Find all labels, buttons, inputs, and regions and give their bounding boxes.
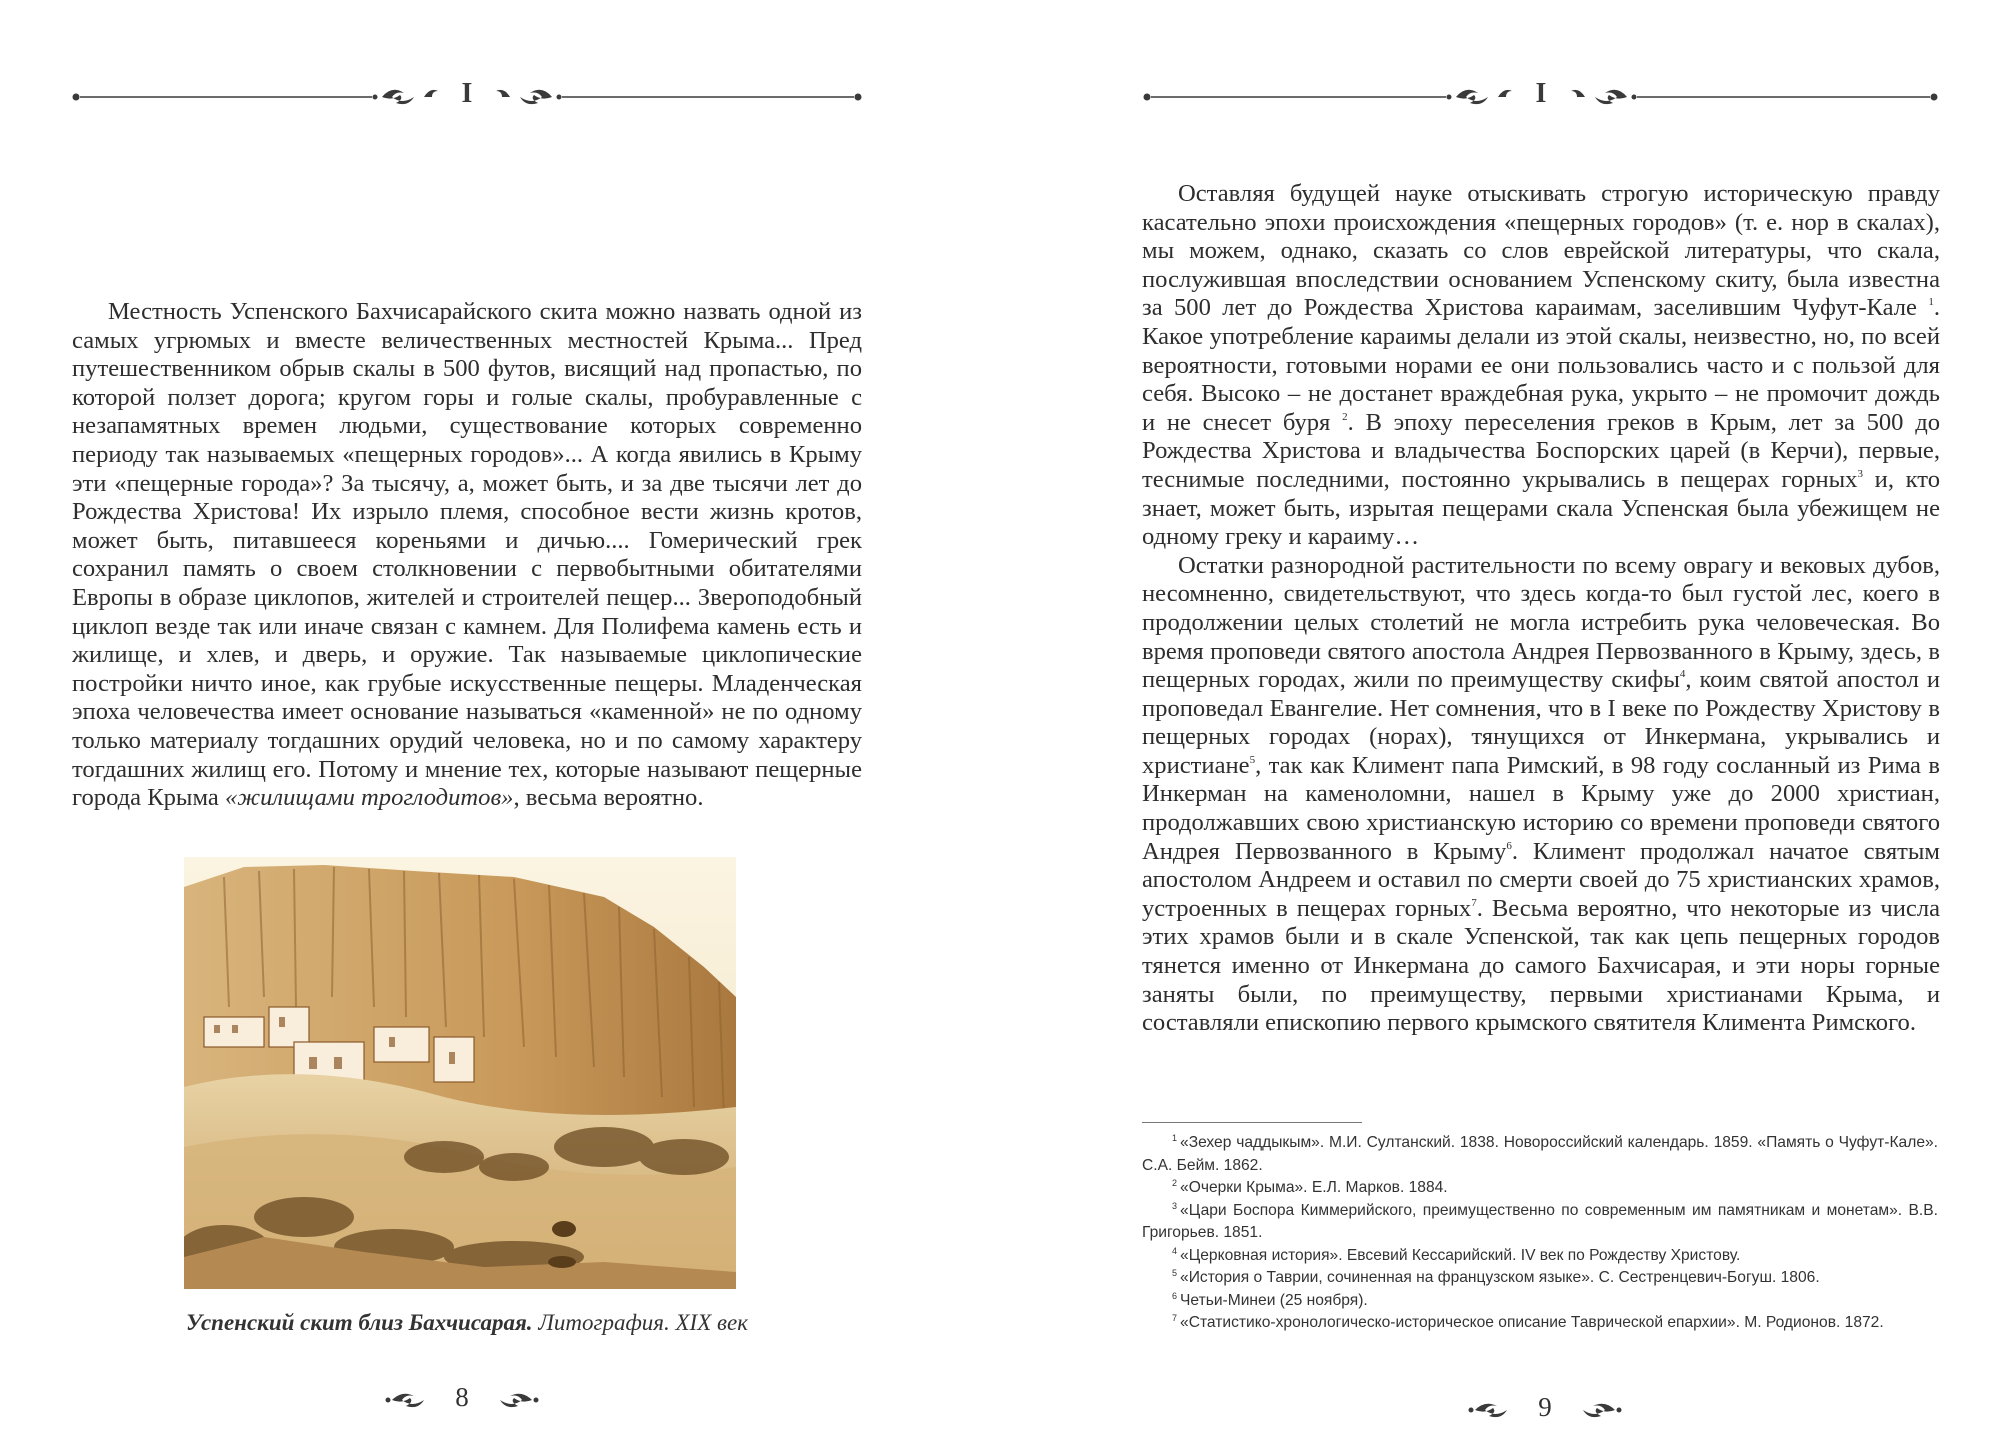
footnote-number: 1: [1172, 1133, 1178, 1143]
footnote-number: 4: [1172, 1245, 1178, 1256]
page-number-left: [382, 1382, 542, 1415]
paragraph-text: . Какое употребление караимы делали из этой скалы, неизвестно, но, по всей вероятности, готовыми норами ее они пользовались часто и с пользой для себя. Высоко – не достанет враждебная рука, укрыто – не промочит дождь и не снесет буря: [1142, 294, 1940, 436]
lithograph-illustration: [184, 857, 736, 1289]
footnote: [1142, 1245, 1938, 1268]
paragraph-text: , так как Климент папа Римский, в 98 году сосланный из Рима в Инкерман на каменоломни, нашел в Крыму уже до 2000 христиан, продолжавших свою христианскую историю со времени проповеди святого Андрея Первозванного в Крыму: [1142, 751, 1940, 865]
italic-phrase: «жилищами троглодитов»: [224, 784, 514, 812]
paragraph-text: Остатки разнородной растительности по всему оврагу и вековых дубов, несомненно, свидетельствуют, что здесь когда-то был густой лес, коего в продолжении целых столетий не могла истребить рука человеческая. Во время проповеди святого апостола Андрея Первозванного в Крыму, здесь, в пещерных городах, жили по преимуществу скифы: [1142, 551, 1940, 694]
footnote-text: «Церковная история». Евсевий Кессарийский. IV век по Рождеству Христову.: [1180, 1246, 1741, 1264]
footnote-ref: 3: [1857, 467, 1863, 480]
footnote-ref: 6: [1506, 839, 1512, 852]
header-ornament: [1143, 78, 1938, 112]
footnote-text: «Зехер чаддыкым». М.И. Султанский. 1838. Новороссийский календарь. 1859. «Память о Чуфут-Кале». С.А. Бейм. 1862.: [1142, 1134, 1938, 1174]
footnote-text: «Статистико-хронологическо-историческое описание Таврической епархии». М. Родионов. 1872.: [1180, 1314, 1884, 1331]
chapter-mark: I: [461, 78, 473, 109]
paragraph-text: Местность Успенского Бахчисарайского скита можно назвать одной из самых угрюмых и вместе величественных местностей Крыма... Пред путешественником обрыв скалы в 500 футов, висящий над пропастью, по которой ползет дорога; кругом горы и голые скалы, пробуравленные с незапамятных времен людьми, существование которых современно периоду так называемых «пещерных городов»... А когда явились в Крыму эти «пещерные города»? За тысячу, а, может быть, и за две тысячи лет до Рождества Христова! Их изрыло племя, способное вести жизнь кротов, может быть, питавшееся кореньями и дичью.... Гомерический грек сохранил память о своем столкновении с первобытными обитателями Европы в образе циклопов, жителей и строителей пещер... Звероподобный циклоп везде так или иначе связан с камнем. Для Полифема камень есть и жилище, и хлев, и дверь, и оружие. Так называемые циклопические постройки ничто иное, как грубые искусственные пещеры. Младенческая эпоха человечества имеет основание называться «каменной» не по одному только материалу тогдашних орудий человека, но и по самому характеру тогдашних жилищ его. Потому и мнение тех, которые называют пещерные города Крыма: [72, 298, 862, 812]
right-page: [1000, 0, 2000, 1453]
footnote-text: Четьи-Минеи (25 ноября).: [1180, 1291, 1368, 1309]
caption-subtitle: Литография. XIX век: [532, 1310, 748, 1335]
right-body-text: [1142, 180, 1940, 1038]
page-number: 8: [455, 1382, 469, 1412]
paragraph: [1142, 180, 1940, 552]
footnote: [1142, 1312, 1938, 1335]
footnote-text: «Цари Боспора Киммерийского, преимущественно по современным им памятникам и монетам». В.В. Григорьев. 1851.: [1142, 1201, 1938, 1241]
header-ornament: [72, 78, 862, 112]
footnote: [1142, 1267, 1938, 1290]
footnote-number: 2: [1172, 1178, 1178, 1188]
footnote: [1142, 1200, 1938, 1245]
paragraph-text: . Климент продолжал начатое святым апостолом Андреем и оставил по смерти своей до 75 христианских храмов, устроенных в пещерах горных: [1142, 837, 1940, 922]
paragraph: [72, 298, 862, 813]
footnote-ref: 7: [1471, 896, 1477, 909]
paragraph-text: , коим святой апостол и проповедал Евангелие. Нет сомнения, что в I веке по Рождеству Христову в пещерных городах (норах), тянущихся от Инкермана, укрывались и христиане: [1142, 666, 1940, 779]
paragraph-text: . Весьма вероятно, что некоторые из числа этих храмов были и в скале Успенской, так как цепь пещерных городов тянется именно от Инкермана до самого Бахчисарая, и эти норы горные заняты были, по преимуществу, первыми христианами Крыма, и составляли епископию первого крымского святителя Климента Римского.: [1142, 894, 1941, 1037]
footnote-ref: 2: [1342, 410, 1348, 423]
footnote-divider: [1142, 1122, 1362, 1123]
footnote-number: 5: [1172, 1268, 1178, 1278]
footnote-number: 7: [1172, 1313, 1178, 1323]
paragraph-text: и, кто знает, может быть, изрытая пещерами скала Успенская была убежищем не одному греку и караиму…: [1142, 465, 1940, 551]
footnote-ref: 1: [1928, 296, 1934, 309]
left-body-text: [72, 298, 862, 813]
footnotes: [1142, 1132, 1938, 1335]
footnote: [1142, 1290, 1938, 1313]
illustration-caption: [72, 1310, 862, 1336]
paragraph: [1142, 552, 1940, 1038]
footnote: [1142, 1177, 1938, 1200]
paragraph-text: . В эпоху переселения греков в Крым, лет за 500 до Рождества Христова и владычества Боспорских царей (в Керчи), первые, теснимые последними, постоянно укрывались в пещерах горных: [1142, 408, 1941, 493]
chapter-mark: I: [1535, 78, 1547, 109]
page-number: 9: [1538, 1392, 1552, 1422]
footnote-text: «История о Таврии, сочиненная на французском языке». С. Сестренцевич-Богуш. 1806.: [1180, 1269, 1820, 1286]
footnote-number: 3: [1172, 1200, 1178, 1211]
footnote-ref: 4: [1679, 668, 1686, 681]
caption-title: Успенский скит близ Бахчисарая.: [186, 1310, 533, 1335]
paragraph-end: , весьма вероятно.: [513, 784, 704, 812]
footnote-ref: 5: [1249, 753, 1256, 766]
paragraph-text: Оставляя будущей науке отыскивать строгую историческую правду касательно эпохи происхождения «пещерных городов» (т. е. нор в скалах), мы можем, однако, сказать со слов еврейской литературы, что скала, послужившая впоследствии основанием Успенскому скиту, была известна за 500 лет до Рождества Христова караимам, заселившим Чуфут-Кале: [1142, 180, 1940, 322]
page-number-right: [1465, 1392, 1625, 1425]
footnote: [1142, 1132, 1938, 1177]
footnote-number: 6: [1172, 1290, 1178, 1301]
cliff-landscape-image: [184, 857, 736, 1289]
footnote-text: «Очерки Крыма». Е.Л. Марков. 1884.: [1180, 1179, 1448, 1196]
